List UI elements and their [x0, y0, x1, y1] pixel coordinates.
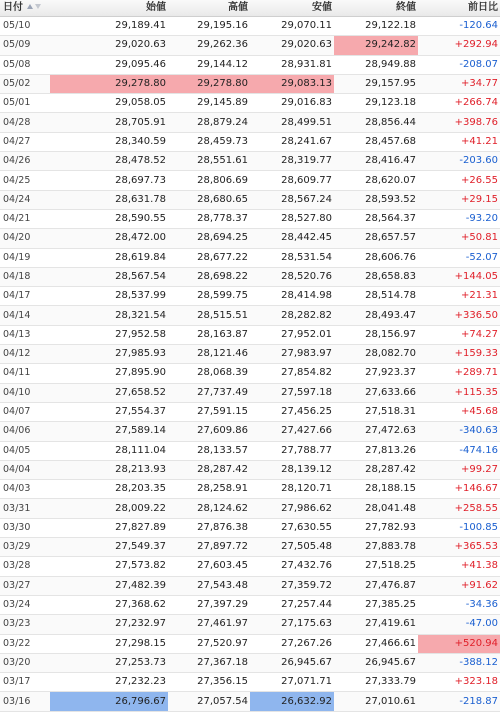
cell-open: 27,482.39 [50, 576, 168, 595]
cell-high: 27,461.97 [168, 615, 250, 634]
cell-open: 27,895.90 [50, 364, 168, 383]
cell-close: 29,122.18 [334, 17, 418, 36]
cell-close: 28,493.47 [334, 306, 418, 325]
cell-date: 04/27 [0, 132, 50, 151]
cell-date: 03/20 [0, 653, 50, 672]
cell-open: 27,232.97 [50, 615, 168, 634]
cell-high: 28,068.39 [168, 364, 250, 383]
cell-open: 27,985.93 [50, 345, 168, 364]
cell-high: 27,397.29 [168, 595, 250, 614]
cell-date: 04/26 [0, 152, 50, 171]
cell-high: 27,876.38 [168, 518, 250, 537]
cell-low: 27,630.55 [250, 518, 334, 537]
cell-change: -208.07 [418, 55, 500, 74]
table-row [0, 653, 500, 672]
cell-change: +50.81 [418, 229, 500, 248]
cell-change: +365.53 [418, 538, 500, 557]
cell-close: 29,157.95 [334, 74, 418, 93]
table-row [0, 74, 500, 93]
cell-change: +74.27 [418, 325, 500, 344]
cell-date: 04/25 [0, 171, 50, 190]
cell-low: 27,071.71 [250, 673, 334, 692]
cell-close: 28,657.57 [334, 229, 418, 248]
column-header-low[interactable]: 安値 [250, 0, 334, 17]
cell-close: 27,633.66 [334, 383, 418, 402]
cell-date: 04/10 [0, 383, 50, 402]
cell-change: +99.27 [418, 460, 500, 479]
cell-open: 27,554.37 [50, 402, 168, 421]
cell-change: +41.21 [418, 132, 500, 151]
cell-change: -203.60 [418, 152, 500, 171]
cell-close: 28,606.76 [334, 248, 418, 267]
cell-high: 28,778.37 [168, 209, 250, 228]
cell-change: -388.12 [418, 653, 500, 672]
cell-open: 28,567.54 [50, 267, 168, 286]
cell-date: 03/17 [0, 673, 50, 692]
cell-open: 27,573.82 [50, 557, 168, 576]
cell-low: 28,520.76 [250, 267, 334, 286]
cell-close: 27,782.93 [334, 518, 418, 537]
cell-change: +266.74 [418, 94, 500, 113]
cell-high: 27,737.49 [168, 383, 250, 402]
cell-open: 27,298.15 [50, 634, 168, 653]
cell-close: 27,385.25 [334, 595, 418, 614]
cell-change: +398.76 [418, 113, 500, 132]
cell-high: 27,603.45 [168, 557, 250, 576]
sort-descending-icon[interactable] [35, 4, 41, 9]
cell-date: 04/11 [0, 364, 50, 383]
table-row [0, 267, 500, 286]
cell-high: 28,694.25 [168, 229, 250, 248]
cell-low: 28,120.71 [250, 480, 334, 499]
cell-open: 27,232.23 [50, 673, 168, 692]
table-row [0, 460, 500, 479]
cell-change: +520.94 [418, 634, 500, 653]
cell-close: 27,472.63 [334, 422, 418, 441]
cell-date: 05/01 [0, 94, 50, 113]
cell-date: 05/02 [0, 74, 50, 93]
table-row [0, 152, 500, 171]
cell-low: 27,257.44 [250, 595, 334, 614]
table-row [0, 383, 500, 402]
cell-close: 29,123.18 [334, 94, 418, 113]
cell-low: 29,016.83 [250, 94, 334, 113]
cell-open: 27,658.52 [50, 383, 168, 402]
table-row [0, 480, 500, 499]
cell-close: 27,518.31 [334, 402, 418, 421]
cell-high: 28,677.22 [168, 248, 250, 267]
cell-date: 04/06 [0, 422, 50, 441]
cell-change: +144.05 [418, 267, 500, 286]
cell-change: +91.62 [418, 576, 500, 595]
cell-high: 29,262.36 [168, 36, 250, 55]
cell-high: 27,591.15 [168, 402, 250, 421]
cell-high: 29,278.80 [168, 74, 250, 93]
cell-open: 28,537.99 [50, 287, 168, 306]
table-row [0, 692, 500, 711]
cell-high: 27,367.18 [168, 653, 250, 672]
cell-high: 28,163.87 [168, 325, 250, 344]
cell-date: 05/10 [0, 17, 50, 36]
table-row [0, 364, 500, 383]
cell-open: 28,590.55 [50, 209, 168, 228]
cell-low: 27,986.62 [250, 499, 334, 518]
cell-high: 27,356.15 [168, 673, 250, 692]
cell-open: 28,111.04 [50, 441, 168, 460]
column-header-date[interactable] [0, 0, 50, 17]
table-row [0, 171, 500, 190]
table-row [0, 287, 500, 306]
cell-high: 28,551.61 [168, 152, 250, 171]
cell-open: 26,796.67 [50, 692, 168, 711]
cell-low: 27,788.77 [250, 441, 334, 460]
table-row [0, 325, 500, 344]
cell-date: 04/04 [0, 460, 50, 479]
cell-low: 27,505.48 [250, 538, 334, 557]
table-row [0, 538, 500, 557]
cell-high: 28,121.46 [168, 345, 250, 364]
cell-high: 27,609.86 [168, 422, 250, 441]
cell-close: 28,082.70 [334, 345, 418, 364]
cell-low: 28,319.77 [250, 152, 334, 171]
cell-close: 28,564.37 [334, 209, 418, 228]
cell-low: 28,442.45 [250, 229, 334, 248]
cell-date: 03/24 [0, 595, 50, 614]
cell-date: 04/20 [0, 229, 50, 248]
cell-open: 28,203.35 [50, 480, 168, 499]
cell-low: 28,609.77 [250, 171, 334, 190]
cell-close: 28,287.42 [334, 460, 418, 479]
table-body [0, 17, 500, 712]
cell-close: 29,242.82 [334, 36, 418, 55]
cell-change: +289.71 [418, 364, 500, 383]
column-header-high[interactable]: 高値 [168, 0, 250, 17]
cell-close: 28,658.83 [334, 267, 418, 286]
table-row [0, 499, 500, 518]
cell-date: 04/21 [0, 209, 50, 228]
cell-low: 27,267.26 [250, 634, 334, 653]
cell-high: 28,879.24 [168, 113, 250, 132]
table-row [0, 615, 500, 634]
cell-low: 27,175.63 [250, 615, 334, 634]
table-row [0, 441, 500, 460]
table-row [0, 518, 500, 537]
table-row [0, 36, 500, 55]
table-row [0, 94, 500, 113]
cell-close: 28,949.88 [334, 55, 418, 74]
cell-change: +292.94 [418, 36, 500, 55]
cell-date: 04/14 [0, 306, 50, 325]
cell-low: 27,597.18 [250, 383, 334, 402]
cell-low: 28,931.81 [250, 55, 334, 74]
cell-close: 27,466.61 [334, 634, 418, 653]
column-header-date-label: 日付 [3, 2, 23, 13]
cell-open: 27,368.62 [50, 595, 168, 614]
table-row [0, 113, 500, 132]
column-header-open[interactable]: 始値 [50, 0, 168, 17]
cell-open: 28,321.54 [50, 306, 168, 325]
cell-low: 28,499.51 [250, 113, 334, 132]
cell-high: 27,543.48 [168, 576, 250, 595]
cell-close: 27,333.79 [334, 673, 418, 692]
cell-low: 29,020.63 [250, 36, 334, 55]
cell-open: 27,253.73 [50, 653, 168, 672]
cell-open: 28,213.93 [50, 460, 168, 479]
cell-change: +29.15 [418, 190, 500, 209]
header-row [0, 0, 500, 17]
cell-high: 29,195.16 [168, 17, 250, 36]
table-row [0, 634, 500, 653]
cell-change: +21.31 [418, 287, 500, 306]
cell-close: 28,514.78 [334, 287, 418, 306]
cell-high: 28,698.22 [168, 267, 250, 286]
cell-close: 27,883.78 [334, 538, 418, 557]
table-row [0, 306, 500, 325]
cell-change: +159.33 [418, 345, 500, 364]
cell-open: 27,952.58 [50, 325, 168, 344]
cell-low: 27,359.72 [250, 576, 334, 595]
table-row [0, 576, 500, 595]
cell-open: 29,278.80 [50, 74, 168, 93]
cell-high: 27,520.97 [168, 634, 250, 653]
cell-date: 04/05 [0, 441, 50, 460]
cell-change: +323.18 [418, 673, 500, 692]
table-row [0, 17, 500, 36]
table-row [0, 132, 500, 151]
cell-close: 28,156.97 [334, 325, 418, 344]
cell-date: 04/18 [0, 267, 50, 286]
cell-change: -340.63 [418, 422, 500, 441]
cell-date: 05/08 [0, 55, 50, 74]
cell-low: 27,854.82 [250, 364, 334, 383]
cell-change: +115.35 [418, 383, 500, 402]
cell-change: +258.55 [418, 499, 500, 518]
cell-open: 28,472.00 [50, 229, 168, 248]
cell-date: 04/13 [0, 325, 50, 344]
cell-low: 28,139.12 [250, 460, 334, 479]
cell-date: 03/27 [0, 576, 50, 595]
table-row [0, 55, 500, 74]
cell-low: 26,945.67 [250, 653, 334, 672]
cell-close: 27,923.37 [334, 364, 418, 383]
cell-high: 29,145.89 [168, 94, 250, 113]
cell-date: 03/16 [0, 692, 50, 711]
table-row [0, 209, 500, 228]
cell-high: 28,258.91 [168, 480, 250, 499]
cell-date: 03/22 [0, 634, 50, 653]
cell-low: 28,527.80 [250, 209, 334, 228]
cell-change: -52.07 [418, 248, 500, 267]
cell-high: 28,680.65 [168, 190, 250, 209]
cell-low: 28,282.82 [250, 306, 334, 325]
column-header-change[interactable]: 前日比 [418, 0, 500, 17]
cell-date: 03/28 [0, 557, 50, 576]
cell-close: 27,813.26 [334, 441, 418, 460]
cell-low: 29,083.13 [250, 74, 334, 93]
table-row [0, 595, 500, 614]
cell-change: -47.00 [418, 615, 500, 634]
cell-high: 28,124.62 [168, 499, 250, 518]
cell-change: +45.68 [418, 402, 500, 421]
cell-open: 28,619.84 [50, 248, 168, 267]
table-row [0, 402, 500, 421]
cell-date: 04/12 [0, 345, 50, 364]
cell-open: 29,058.05 [50, 94, 168, 113]
cell-low: 28,531.54 [250, 248, 334, 267]
cell-open: 28,697.73 [50, 171, 168, 190]
table-row [0, 190, 500, 209]
cell-date: 05/09 [0, 36, 50, 55]
cell-date: 04/03 [0, 480, 50, 499]
cell-low: 27,983.97 [250, 345, 334, 364]
cell-date: 03/30 [0, 518, 50, 537]
cell-close: 28,593.52 [334, 190, 418, 209]
cell-open: 28,009.22 [50, 499, 168, 518]
table-row [0, 248, 500, 267]
cell-open: 28,631.78 [50, 190, 168, 209]
cell-open: 29,095.46 [50, 55, 168, 74]
table-row [0, 229, 500, 248]
sort-ascending-icon[interactable] [27, 4, 33, 9]
cell-close: 28,856.44 [334, 113, 418, 132]
cell-change: -34.36 [418, 595, 500, 614]
cell-change: +146.67 [418, 480, 500, 499]
cell-low: 27,427.66 [250, 422, 334, 441]
cell-low: 27,952.01 [250, 325, 334, 344]
cell-close: 28,620.07 [334, 171, 418, 190]
cell-close: 27,476.87 [334, 576, 418, 595]
cell-low: 26,632.92 [250, 692, 334, 711]
cell-low: 28,241.67 [250, 132, 334, 151]
cell-open: 28,478.52 [50, 152, 168, 171]
cell-change: +26.55 [418, 171, 500, 190]
cell-high: 28,515.51 [168, 306, 250, 325]
cell-close: 28,041.48 [334, 499, 418, 518]
cell-date: 04/07 [0, 402, 50, 421]
cell-date: 03/23 [0, 615, 50, 634]
cell-open: 27,589.14 [50, 422, 168, 441]
cell-high: 28,133.57 [168, 441, 250, 460]
cell-change: +336.50 [418, 306, 500, 325]
cell-open: 28,340.59 [50, 132, 168, 151]
table-row [0, 673, 500, 692]
cell-low: 29,070.11 [250, 17, 334, 36]
cell-close: 28,188.15 [334, 480, 418, 499]
cell-change: -218.87 [418, 692, 500, 711]
table-header [0, 0, 500, 17]
table-row [0, 422, 500, 441]
cell-date: 04/17 [0, 287, 50, 306]
cell-change: -100.85 [418, 518, 500, 537]
cell-high: 28,287.42 [168, 460, 250, 479]
cell-date: 04/19 [0, 248, 50, 267]
cell-high: 27,897.72 [168, 538, 250, 557]
cell-high: 27,057.54 [168, 692, 250, 711]
cell-date: 04/28 [0, 113, 50, 132]
cell-change: +34.77 [418, 74, 500, 93]
cell-low: 28,414.98 [250, 287, 334, 306]
cell-open: 27,549.37 [50, 538, 168, 557]
cell-change: -93.20 [418, 209, 500, 228]
cell-high: 28,459.73 [168, 132, 250, 151]
cell-date: 03/31 [0, 499, 50, 518]
cell-low: 27,456.25 [250, 402, 334, 421]
column-header-close[interactable]: 終値 [334, 0, 418, 17]
cell-date: 04/24 [0, 190, 50, 209]
table-row [0, 557, 500, 576]
cell-low: 28,567.24 [250, 190, 334, 209]
cell-open: 29,189.41 [50, 17, 168, 36]
cell-high: 28,806.69 [168, 171, 250, 190]
cell-open: 27,827.89 [50, 518, 168, 537]
cell-close: 28,457.68 [334, 132, 418, 151]
table-row [0, 345, 500, 364]
cell-close: 28,416.47 [334, 152, 418, 171]
cell-high: 28,599.75 [168, 287, 250, 306]
cell-date: 03/29 [0, 538, 50, 557]
cell-change: +41.38 [418, 557, 500, 576]
cell-open: 28,705.91 [50, 113, 168, 132]
cell-close: 26,945.67 [334, 653, 418, 672]
cell-change: -120.64 [418, 17, 500, 36]
cell-change: -474.16 [418, 441, 500, 460]
cell-close: 27,419.61 [334, 615, 418, 634]
cell-low: 27,432.76 [250, 557, 334, 576]
cell-close: 27,518.25 [334, 557, 418, 576]
cell-close: 27,010.61 [334, 692, 418, 711]
cell-high: 29,144.12 [168, 55, 250, 74]
cell-open: 29,020.63 [50, 36, 168, 55]
